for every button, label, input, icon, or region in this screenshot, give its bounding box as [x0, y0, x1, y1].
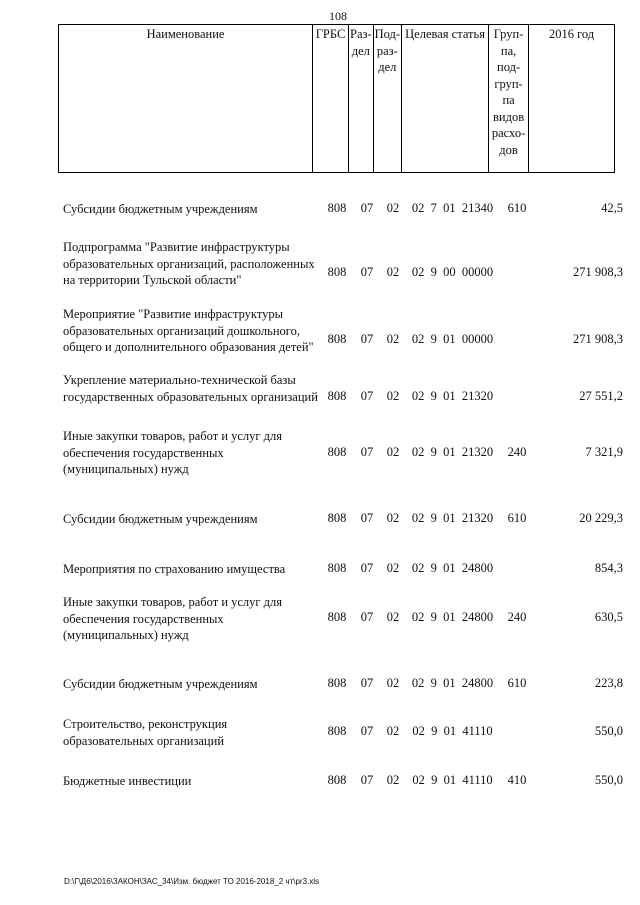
- row-amount: 20 229,3: [579, 511, 623, 525]
- row-name: Иные закупки товаров, работ и услуг для обеспечения государственных (муниципальных) нужд: [63, 429, 283, 476]
- row-razdel: 07: [360, 561, 374, 575]
- row-name: Субсидии бюджетным учреждениям: [63, 202, 258, 216]
- row-razdel: 07: [360, 389, 374, 403]
- row-amount: 854,3: [594, 561, 623, 575]
- row-grbs: 808: [327, 724, 347, 738]
- row-target: 02 9 01 24800: [411, 610, 494, 624]
- row-amount: 630,5: [594, 610, 623, 624]
- row-razdel: 07: [360, 676, 374, 690]
- row-target: 02 9 01 21320: [411, 511, 494, 525]
- row-target: 02 9 01 21320: [411, 445, 494, 459]
- row-grbs: 808: [327, 389, 347, 403]
- row-podrazdel: 02: [386, 201, 400, 215]
- row-razdel: 07: [360, 610, 374, 624]
- row-podrazdel: 02: [386, 676, 400, 690]
- row-grbs: 808: [327, 332, 347, 346]
- row-target: 02 9 01 21320: [411, 389, 494, 403]
- table-header: [58, 24, 615, 173]
- row-group: 410: [507, 773, 527, 787]
- header-razdel: Раз- дел: [349, 25, 374, 173]
- row-group: 240: [507, 610, 527, 624]
- row-target: 02 9 01 24800: [411, 561, 494, 575]
- row-grbs: 808: [327, 676, 347, 690]
- header-grbs: ГРБС: [313, 25, 349, 173]
- header-name: Наименование: [59, 25, 313, 173]
- row-amount: 223,8: [594, 676, 623, 690]
- row-grbs: 808: [327, 265, 347, 279]
- row-podrazdel: 02: [386, 724, 400, 738]
- row-razdel: 07: [360, 773, 374, 787]
- row-name: Подпрограмма "Развитие инфраструктуры образовательных организаций, расположенных на территории Тульской области": [63, 240, 315, 287]
- header-year: 2016 год: [529, 25, 615, 173]
- row-razdel: 07: [360, 332, 374, 346]
- row-name: Строительство, реконструкция образовательных организаций: [63, 717, 228, 748]
- row-name: Субсидии бюджетным учреждениям: [63, 677, 258, 691]
- row-amount: 27 551,2: [579, 389, 623, 403]
- row-podrazdel: 02: [386, 265, 400, 279]
- row-target: 02 7 01 21340: [411, 201, 494, 215]
- row-target: 02 9 01 41110: [412, 773, 493, 787]
- row-group: 610: [507, 201, 527, 215]
- row-podrazdel: 02: [386, 561, 400, 575]
- row-amount: 271 908,3: [573, 332, 623, 346]
- row-grbs: 808: [327, 610, 347, 624]
- row-razdel: 07: [360, 445, 374, 459]
- row-group: 610: [507, 676, 527, 690]
- row-name: Укрепление материально-технической базы государственных образовательных организаций: [63, 373, 318, 404]
- page-number: 108: [329, 9, 347, 23]
- header-target: Целевая статья: [402, 25, 489, 173]
- row-group: 240: [507, 445, 527, 459]
- row-razdel: 07: [360, 265, 374, 279]
- row-podrazdel: 02: [386, 332, 400, 346]
- row-podrazdel: 02: [386, 511, 400, 525]
- row-amount: 550,0: [594, 724, 623, 738]
- row-razdel: 07: [360, 511, 374, 525]
- row-amount: 7 321,9: [585, 445, 623, 459]
- row-name: Мероприятие "Развитие инфраструктуры образовательных организаций дошкольного, общего и дополнительного образования детей": [63, 307, 314, 354]
- row-name: Бюджетные инвестиции: [63, 774, 192, 788]
- header-group: Груп- па, под- груп- па видов расхо- дов: [489, 25, 529, 173]
- row-grbs: 808: [327, 511, 347, 525]
- row-razdel: 07: [360, 201, 374, 215]
- row-podrazdel: 02: [386, 773, 400, 787]
- row-grbs: 808: [327, 201, 347, 215]
- row-group: 610: [507, 511, 527, 525]
- row-target: 02 9 01 41110: [412, 724, 493, 738]
- row-target: 02 9 00 00000: [411, 265, 494, 279]
- row-razdel: 07: [360, 724, 374, 738]
- row-grbs: 808: [327, 561, 347, 575]
- row-grbs: 808: [327, 773, 347, 787]
- row-name: Субсидии бюджетным учреждениям: [63, 512, 258, 526]
- row-podrazdel: 02: [386, 389, 400, 403]
- row-target: 02 9 01 00000: [411, 332, 494, 346]
- row-name: Мероприятия по страхованию имущества: [63, 562, 286, 576]
- row-podrazdel: 02: [386, 610, 400, 624]
- row-target: 02 9 01 24800: [411, 676, 494, 690]
- row-name: Иные закупки товаров, работ и услуг для обеспечения государственных (муниципальных) нужд: [63, 595, 283, 642]
- row-amount: 550,0: [594, 773, 623, 787]
- row-grbs: 808: [327, 445, 347, 459]
- row-podrazdel: 02: [386, 445, 400, 459]
- header-podrazdel: Под- раз- дел: [373, 25, 401, 173]
- row-amount: 42,5: [601, 201, 623, 215]
- row-amount: 271 908,3: [573, 265, 623, 279]
- file-path-footer: D:\Г\Д6\2016\ЗАКОН\ЗАС_34\Изм. бюджет ТО 2016-2018_2 чт\pr3.xls: [64, 877, 320, 886]
